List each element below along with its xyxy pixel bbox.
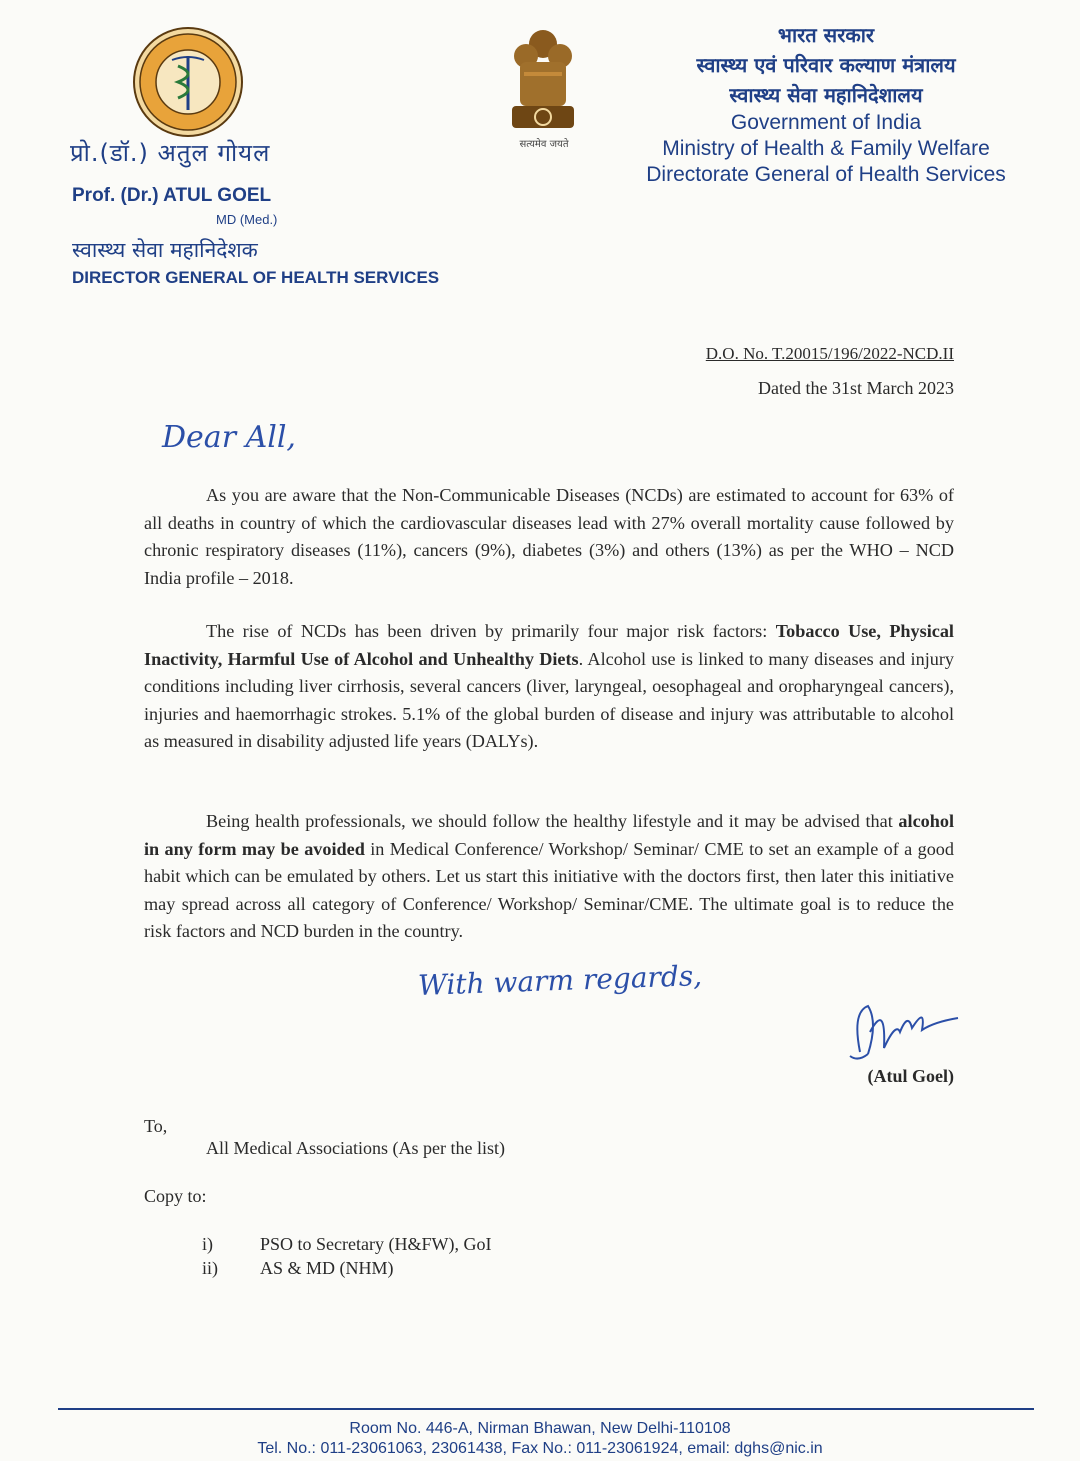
header-line-hindi: स्वास्थ्य एवं परिवार कल्याण मंत्रालय xyxy=(696,53,956,77)
dghs-logo-icon xyxy=(132,26,244,138)
salutation: Dear All, xyxy=(162,420,296,455)
header-line-english: Ministry of Health & Family Welfare xyxy=(662,137,990,160)
motto: सत्यमेव जयते xyxy=(519,139,569,150)
paragraph-text: Being health professionals, we should follow the healthy lifestyle and it may be advised that xyxy=(206,811,899,831)
alcohol-advice-bold: alcohol in any form may be avoided xyxy=(144,811,954,859)
paragraph-1 xyxy=(144,482,954,592)
copy-item xyxy=(202,1258,394,1279)
paragraph-3 xyxy=(144,808,954,946)
to-label: To, xyxy=(144,1116,168,1136)
copy-to-label: Copy to: xyxy=(144,1186,207,1206)
copy-item xyxy=(202,1234,491,1255)
footer-contact: Tel. No.: 011-23061063, 23061438, Fax No.: 011-23061924, email: dghs@nic.in xyxy=(257,1440,823,1457)
header-line-english: Directorate General of Health Services xyxy=(646,163,1006,186)
header-line-english: Government of India xyxy=(730,111,922,134)
risk-factors-bold: Tobacco Use, Physical Inactivity, Harmful Use of Alcohol and Unhealthy Diets xyxy=(144,621,954,669)
footer-address: Room No. 446-A, Nirman Bhawan, New Delhi-110108 xyxy=(349,1420,731,1437)
signatory-name: (Atul Goel) xyxy=(867,1066,954,1086)
closing-regards: With warm regards, xyxy=(417,959,703,1002)
copy-item-text: PSO to Secretary (H&FW), GoI xyxy=(260,1234,492,1254)
paragraph-text: As you are aware that the Non-Communicable Diseases (NCDs) are estimated to account for 63% of all deaths in country of which the cardiovascular diseases lead with 27% overall mortality cause followed by chronic respiratory diseases (11%), cancers (9%), diabetes (3%) and others (13%) as per the WHO – NCD India profile – 2018. xyxy=(144,485,954,588)
designation-hindi: स्वास्थ्य सेवा महानिदेशक xyxy=(72,238,258,262)
designation-english: DIRECTOR GENERAL OF HEALTH SERVICES xyxy=(72,268,440,287)
copy-item-number: i) xyxy=(202,1234,213,1254)
reference-number: D.O. No. T.20015/196/2022-NCD.II xyxy=(705,344,954,363)
copy-item-text: AS & MD (NHM) xyxy=(260,1258,394,1278)
paragraph-text: The rise of NCDs has been driven by primarily four major risk factors: xyxy=(206,621,776,641)
paragraph-text: . Alcohol use is linked to many diseases and injury conditions including liver cirrhosis, several cancers (liver, laryngeal, oesophageal and oropharyngeal cancers), injuries and haemorrhagic strokes. 5.1% of the global burden of disease and injury was attributable to alcohol as measured in disability adjusted life years (DALYs). xyxy=(144,648,954,751)
header-line-hindi: भारत सरकार xyxy=(777,23,875,47)
signature-icon xyxy=(838,992,968,1072)
name-hindi: प्रो.(डॉ.) अतुल गोयल xyxy=(70,139,271,167)
paragraph-text: in Medical Conference/ Workshop/ Seminar/ CME to set an example of a good habit which can be emulated by others. Let us start this initiative with the doctors first, then later this initiative may spread across all category of Conference/ Workshop/ Seminar/CME. The ultimate goal is to reduce the risk factors and NCD burden in the country. xyxy=(144,838,954,941)
name-english: Prof. (Dr.) ATUL GOEL xyxy=(72,185,272,206)
header-line-hindi: स्वास्थ्य सेवा महानिदेशालय xyxy=(729,83,923,107)
recipient: All Medical Associations (As per the list) xyxy=(206,1138,505,1158)
copy-item-number: ii) xyxy=(202,1258,218,1278)
letter-date: Dated the 31st March 2023 xyxy=(758,378,954,398)
ministry-header xyxy=(616,20,1036,188)
national-emblem-icon xyxy=(498,22,588,140)
degree: MD (Med.) xyxy=(216,212,278,227)
footer-divider xyxy=(58,1408,1034,1410)
paragraph-2 xyxy=(144,618,954,756)
